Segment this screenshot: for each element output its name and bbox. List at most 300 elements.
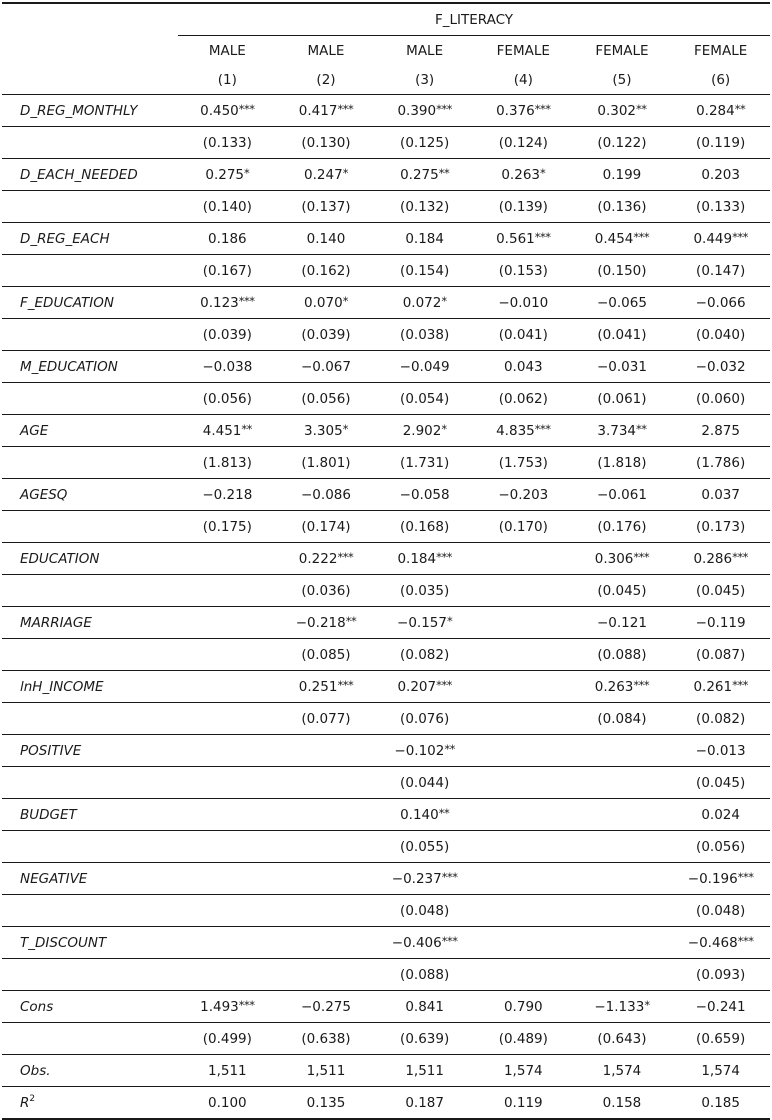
variable-label: BUDGET (2, 799, 178, 831)
column-group-header: MALE (307, 42, 345, 59)
significance-stars: *** (633, 230, 650, 244)
coefficient-cell (474, 95, 573, 127)
significance-stars: * (342, 166, 348, 180)
standard-error-cell: (0.162) (277, 255, 376, 287)
coefficient-row (2, 863, 770, 895)
variable-label: D_EACH_NEEDED (2, 159, 178, 191)
standard-error-cell (178, 703, 277, 735)
coefficient-cell (178, 287, 277, 319)
coefficient-cell (573, 543, 672, 575)
coefficient-value: 3.734 (597, 423, 637, 439)
significance-stars: ** (444, 742, 455, 756)
standard-error-cell: (0.088) (375, 959, 474, 991)
standard-error-cell: (0.139) (474, 191, 573, 223)
coefficient-value-wrap (299, 678, 353, 695)
coefficient-cell (277, 799, 376, 831)
column-group-header: FEMALE (496, 42, 550, 59)
coefficient-row (2, 415, 770, 447)
coefficient-value-wrap (696, 358, 746, 375)
standard-error-cell: (1.753) (474, 447, 573, 479)
coefficient-cell (277, 607, 376, 639)
coefficient-cell (474, 223, 573, 255)
column-group-header: MALE (208, 42, 246, 59)
column-number-header: (1) (217, 71, 237, 88)
coefficient-cell (178, 671, 277, 703)
standard-error-cell: (0.489) (474, 1023, 573, 1055)
coefficient-cell (375, 95, 474, 127)
coefficient-value: −0.237 (391, 871, 442, 887)
blank-label-cell (2, 511, 178, 543)
variable-label: MARRIAGE (2, 607, 178, 639)
significance-stars: ** (734, 102, 746, 116)
coefficient-value-wrap (307, 230, 346, 247)
coefficient-cell (178, 607, 277, 639)
blank-label-cell (2, 831, 178, 863)
significance-stars: *** (633, 550, 650, 564)
column-group-header: FEMALE (694, 42, 748, 59)
variable-label: Cons (2, 991, 178, 1023)
standard-error-cell: (0.137) (277, 191, 376, 223)
statistic-value: 0.158 (573, 1087, 672, 1120)
coefficient-value: 0.263 (594, 679, 634, 695)
coefficient-value: 0.417 (298, 103, 338, 119)
standard-error-cell: (0.132) (375, 191, 474, 223)
coefficient-cell (573, 159, 672, 191)
coefficient-cell (573, 671, 672, 703)
coefficient-cell (375, 159, 474, 191)
coefficient-cell (277, 223, 376, 255)
variable-label: EDUCATION (2, 543, 178, 575)
standard-error-cell (474, 959, 573, 991)
coefficient-value-wrap (597, 102, 646, 119)
coefficient-value: 0.184 (397, 551, 437, 567)
coefficient-value: 0.199 (602, 167, 642, 183)
significance-stars: ** (345, 614, 357, 628)
column-number-header: (2) (316, 71, 336, 88)
standard-error-cell: (0.084) (573, 703, 672, 735)
standard-error-cell: (0.087) (671, 639, 770, 671)
coefficient-cell (671, 607, 770, 639)
coefficient-row (2, 927, 770, 959)
significance-stars: *** (238, 294, 255, 308)
column-number-header: (6) (711, 71, 731, 88)
statistic-row (2, 1087, 770, 1120)
variable-label: lnH_INCOME (2, 671, 178, 703)
standard-error-cell: (0.173) (671, 511, 770, 543)
coefficient-value: 0.261 (693, 679, 733, 695)
standard-error-cell (277, 831, 376, 863)
coefficient-value-wrap (496, 230, 550, 247)
standard-error-cell (178, 959, 277, 991)
coefficient-value-wrap (200, 294, 254, 311)
standard-error-cell: (0.062) (474, 383, 573, 415)
variable-label: D_REG_MONTHLY (2, 95, 178, 127)
coefficient-cell (671, 415, 770, 447)
coefficient-row (2, 735, 770, 767)
standard-error-cell: (0.176) (573, 511, 672, 543)
standard-error-cell: (0.133) (671, 191, 770, 223)
coefficient-cell (375, 863, 474, 895)
standard-error-cell: (0.167) (178, 255, 277, 287)
standard-error-cell: (0.082) (671, 703, 770, 735)
coefficient-cell (474, 415, 573, 447)
significance-stars: *** (436, 550, 452, 564)
coefficient-cell (277, 287, 376, 319)
significance-stars: *** (441, 934, 458, 948)
standard-error-cell (573, 831, 672, 863)
coefficient-value-wrap (202, 486, 252, 503)
coefficient-cell (474, 799, 573, 831)
blank-label-cell (2, 255, 178, 287)
coefficient-cell (277, 159, 376, 191)
significance-stars: * (342, 422, 348, 436)
blank-label-cell (2, 767, 178, 799)
significance-stars: *** (436, 678, 452, 692)
coefficient-value: 0.037 (701, 487, 740, 503)
coefficient-value-wrap (205, 166, 249, 183)
coefficient-row (2, 95, 770, 127)
coefficient-value: 2.902 (402, 423, 442, 439)
standard-error-row (2, 767, 770, 799)
coefficient-cell (474, 287, 573, 319)
standard-error-cell: (0.130) (277, 127, 376, 159)
statistic-label (2, 1087, 178, 1120)
significance-stars: *** (534, 422, 551, 436)
coefficient-cell (375, 607, 474, 639)
coefficient-value: 0.284 (696, 103, 735, 119)
blank-label-cell (2, 127, 178, 159)
standard-error-cell (474, 895, 573, 927)
blank-label-cell (2, 383, 178, 415)
coefficient-value-wrap (595, 550, 649, 567)
significance-stars: ** (241, 422, 252, 436)
statistic-value: 0.119 (474, 1087, 573, 1120)
coefficient-value: −0.013 (695, 743, 746, 759)
standard-error-cell: (0.140) (178, 191, 277, 223)
coefficient-value-wrap (595, 678, 649, 695)
coefficient-value-wrap (405, 998, 444, 1015)
coefficient-value: 0.043 (503, 359, 543, 375)
coefficient-cell (671, 159, 770, 191)
standard-error-cell: (0.036) (277, 575, 376, 607)
coefficient-value: 0.390 (397, 103, 437, 119)
coefficient-value: −0.067 (301, 359, 351, 375)
coefficient-value: 0.184 (405, 231, 444, 247)
coefficient-value: 0.186 (208, 231, 247, 247)
coefficient-value: −0.218 (202, 487, 253, 503)
standard-error-cell (178, 895, 277, 927)
standard-error-cell: (0.175) (178, 511, 277, 543)
statistic-label-text: Obs. (20, 1063, 51, 1079)
significance-stars: * (540, 166, 546, 180)
header-number-row (2, 65, 770, 95)
coefficient-value-wrap (498, 486, 548, 503)
significance-stars: ** (636, 102, 647, 116)
standard-error-cell (474, 831, 573, 863)
standard-error-cell (474, 767, 573, 799)
standard-error-cell: (0.659) (671, 1023, 770, 1055)
variable-label: F_EDUCATION (2, 287, 178, 319)
coefficient-cell (178, 735, 277, 767)
standard-error-cell: (0.039) (178, 319, 277, 351)
coefficient-value: −0.058 (399, 487, 450, 503)
coefficient-value-wrap (299, 102, 353, 119)
coefficient-value: −0.102 (394, 743, 445, 759)
standard-error-cell: (0.041) (474, 319, 573, 351)
standard-error-cell: (0.048) (671, 895, 770, 927)
coefficient-value: −0.241 (695, 999, 746, 1015)
standard-error-row (2, 959, 770, 991)
coefficient-value-wrap (400, 486, 450, 503)
coefficient-cell (277, 95, 376, 127)
coefficient-cell (671, 991, 770, 1023)
standard-error-cell (474, 703, 573, 735)
coefficient-cell (573, 415, 672, 447)
standard-error-cell (277, 767, 376, 799)
significance-stars: *** (441, 870, 458, 884)
coefficient-cell (277, 415, 376, 447)
coefficient-value: −0.121 (596, 615, 647, 631)
coefficient-value: −0.406 (391, 935, 442, 951)
coefficient-value-wrap (696, 614, 746, 631)
standard-error-row (2, 1023, 770, 1055)
variable-label: M_EDUCATION (2, 351, 178, 383)
coefficient-value-wrap (392, 934, 458, 951)
standard-error-cell: (0.119) (671, 127, 770, 159)
significance-stars: ** (438, 166, 450, 180)
coefficient-value: −0.119 (695, 615, 746, 631)
coefficient-value-wrap (208, 230, 247, 247)
coefficient-cell (375, 927, 474, 959)
header-group-row (2, 3, 770, 36)
standard-error-cell: (0.039) (277, 319, 376, 351)
coefficient-value: −0.218 (295, 615, 346, 631)
coefficient-cell (671, 287, 770, 319)
column-number-header: (4) (513, 71, 533, 88)
coefficient-value: −0.157 (397, 615, 447, 631)
coefficient-value: −0.061 (596, 487, 647, 503)
header-corner-cell (2, 36, 178, 66)
blank-label-cell (2, 639, 178, 671)
standard-error-cell (573, 895, 672, 927)
coefficient-value: 0.449 (693, 231, 733, 247)
coefficient-value-wrap (688, 870, 754, 887)
coefficient-value-wrap (304, 166, 348, 183)
coefficient-cell (671, 735, 770, 767)
standard-error-cell: (0.093) (671, 959, 770, 991)
standard-error-cell: (0.168) (375, 511, 474, 543)
significance-stars: *** (337, 550, 354, 564)
header-sex-row (2, 36, 770, 66)
coefficient-cell (178, 351, 277, 383)
standard-error-cell: (0.125) (375, 127, 474, 159)
coefficient-value-wrap (701, 166, 740, 183)
column-number-header: (3) (415, 71, 435, 88)
coefficient-value-wrap (394, 742, 454, 759)
significance-stars: *** (737, 870, 754, 884)
standard-error-row (2, 703, 770, 735)
significance-stars: * (447, 614, 453, 628)
standard-error-cell: (0.045) (671, 767, 770, 799)
coefficient-value: 0.070 (304, 295, 343, 311)
coefficient-value: 0.306 (594, 551, 634, 567)
coefficient-cell (573, 223, 672, 255)
coefficient-value-wrap (597, 486, 647, 503)
standard-error-row (2, 383, 770, 415)
blank-label-cell (2, 575, 178, 607)
coefficient-cell (671, 543, 770, 575)
coefficient-value-wrap (701, 806, 740, 823)
coefficient-value: 0.207 (397, 679, 437, 695)
standard-error-cell: (0.038) (375, 319, 474, 351)
coefficient-value: −0.032 (695, 359, 746, 375)
coefficient-row (2, 991, 770, 1023)
coefficient-value-wrap (400, 806, 449, 823)
coefficient-cell (178, 479, 277, 511)
coefficient-value-wrap (594, 998, 649, 1015)
variable-label: D_REG_EACH (2, 223, 178, 255)
coefficient-value-wrap (597, 294, 647, 311)
coefficient-value-wrap (701, 422, 740, 439)
coefficient-value: 0.263 (501, 167, 540, 183)
standard-error-row (2, 255, 770, 287)
standard-error-cell (277, 895, 376, 927)
standard-error-cell: (0.082) (375, 639, 474, 671)
significance-stars: * (441, 422, 447, 436)
dependent-variable-label: F_LITERACY (178, 3, 770, 36)
variable-label: NEGATIVE (2, 863, 178, 895)
statistic-value: 1,511 (375, 1055, 474, 1087)
standard-error-cell: (0.056) (178, 383, 277, 415)
coefficient-cell (375, 671, 474, 703)
coefficient-value-wrap (597, 614, 647, 631)
significance-stars: ** (438, 806, 450, 820)
coefficient-value: 0.222 (298, 551, 338, 567)
header-corner-cell (2, 3, 178, 36)
column-group-header: MALE (406, 42, 444, 59)
coefficient-cell (573, 479, 672, 511)
coefficient-value: −0.066 (695, 295, 746, 311)
statistic-value: 0.185 (671, 1087, 770, 1120)
standard-error-cell: (0.499) (178, 1023, 277, 1055)
coefficient-cell (375, 479, 474, 511)
significance-stars: *** (737, 934, 754, 948)
coefficient-cell (277, 479, 376, 511)
coefficient-row (2, 159, 770, 191)
standard-error-cell: (0.041) (573, 319, 672, 351)
coefficient-value: −0.031 (596, 359, 647, 375)
coefficient-cell (178, 223, 277, 255)
standard-error-cell: (0.174) (277, 511, 376, 543)
coefficient-cell (671, 927, 770, 959)
coefficient-value-wrap (301, 486, 351, 503)
standard-error-cell: (0.055) (375, 831, 474, 863)
coefficient-cell (277, 991, 376, 1023)
coefficient-cell (474, 991, 573, 1023)
standard-error-cell: (0.150) (573, 255, 672, 287)
coefficient-value: −0.010 (498, 295, 549, 311)
standard-error-row (2, 319, 770, 351)
statistic-row (2, 1055, 770, 1087)
statistic-label-superscript: 2 (29, 1094, 36, 1104)
coefficient-value-wrap (603, 166, 642, 183)
coefficient-cell (671, 223, 770, 255)
standard-error-row (2, 639, 770, 671)
table-body (2, 3, 770, 1119)
standard-error-cell: (0.085) (277, 639, 376, 671)
column-group-header: FEMALE (595, 42, 649, 59)
significance-stars: *** (238, 998, 255, 1012)
coefficient-cell (671, 799, 770, 831)
coefficient-cell (573, 927, 672, 959)
standard-error-cell: (0.044) (375, 767, 474, 799)
coefficient-cell (671, 863, 770, 895)
coefficient-value-wrap (397, 678, 451, 695)
significance-stars: * (244, 166, 250, 180)
coefficient-value: 0.123 (200, 295, 239, 311)
standard-error-cell: (0.061) (573, 383, 672, 415)
significance-stars: *** (534, 230, 551, 244)
blank-label-cell (2, 959, 178, 991)
standard-error-cell: (1.813) (178, 447, 277, 479)
coefficient-cell (474, 607, 573, 639)
statistic-value: 0.135 (277, 1087, 376, 1120)
coefficient-cell (277, 671, 376, 703)
coefficient-row (2, 479, 770, 511)
coefficient-value: −0.203 (498, 487, 549, 503)
coefficient-value-wrap (696, 102, 745, 119)
coefficient-cell (375, 799, 474, 831)
coefficient-row (2, 671, 770, 703)
coefficient-cell (671, 479, 770, 511)
standard-error-cell: (0.045) (573, 575, 672, 607)
blank-label-cell (2, 319, 178, 351)
coefficient-cell (474, 735, 573, 767)
coefficient-cell (178, 863, 277, 895)
significance-stars: *** (633, 678, 650, 692)
standard-error-cell: (0.154) (375, 255, 474, 287)
coefficient-value-wrap (405, 230, 444, 247)
blank-label-cell (2, 895, 178, 927)
coefficient-value-wrap (693, 230, 747, 247)
coefficient-cell (474, 543, 573, 575)
coefficient-cell (277, 351, 376, 383)
standard-error-row (2, 447, 770, 479)
coefficient-row (2, 799, 770, 831)
coefficient-cell (277, 927, 376, 959)
blank-label-cell (2, 703, 178, 735)
coefficient-value-wrap (397, 550, 451, 567)
standard-error-cell: (0.124) (474, 127, 573, 159)
standard-error-cell: (0.133) (178, 127, 277, 159)
significance-stars: * (644, 998, 650, 1012)
standard-error-cell: (0.035) (375, 575, 474, 607)
coefficient-value: −1.133 (594, 999, 645, 1015)
standard-error-cell: (0.153) (474, 255, 573, 287)
coefficient-cell (375, 991, 474, 1023)
coefficient-value: 2.875 (701, 423, 740, 439)
blank-label-cell (2, 191, 178, 223)
coefficient-cell (178, 95, 277, 127)
coefficient-cell (573, 735, 672, 767)
coefficient-value-wrap (693, 678, 747, 695)
coefficient-cell (277, 735, 376, 767)
coefficient-value-wrap (299, 550, 353, 567)
significance-stars: *** (238, 102, 255, 116)
coefficient-cell (474, 351, 573, 383)
statistic-value: 1,574 (474, 1055, 573, 1087)
coefficient-value-wrap (400, 166, 449, 183)
